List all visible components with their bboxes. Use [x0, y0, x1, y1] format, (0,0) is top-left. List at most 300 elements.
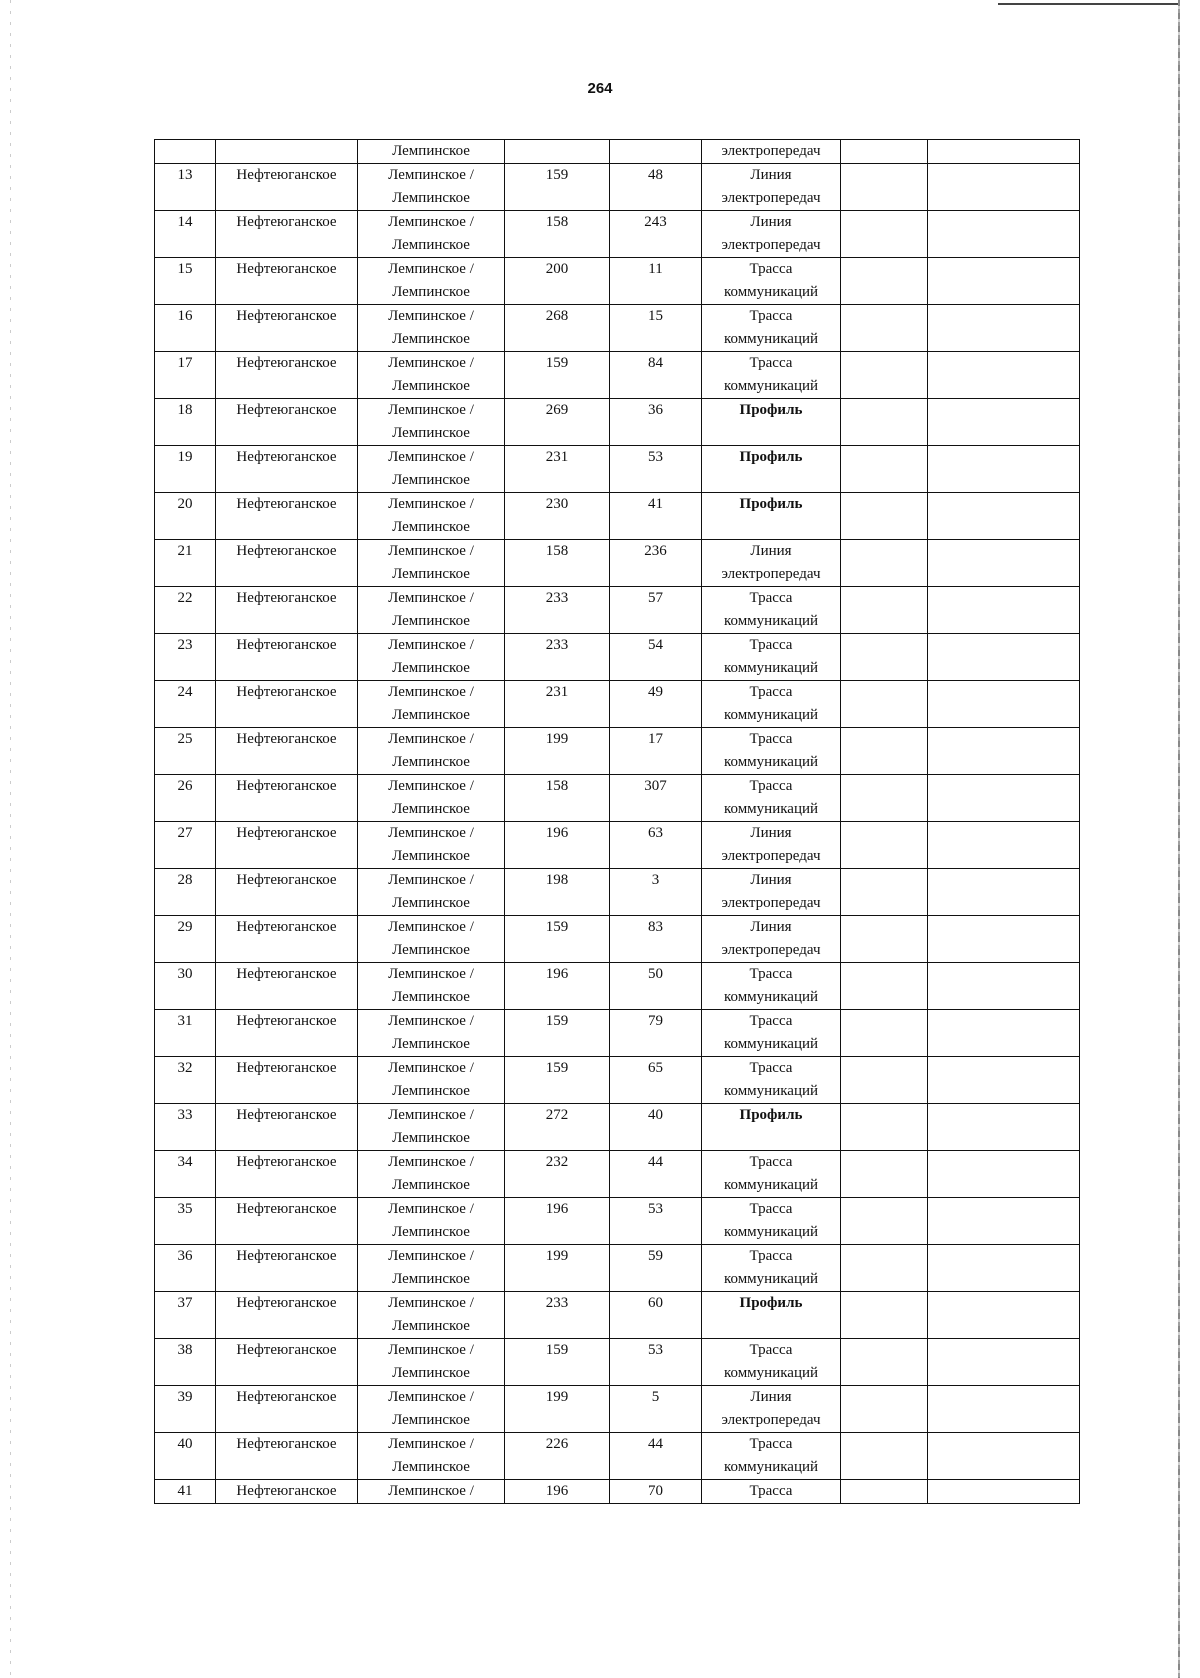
cell-empty — [841, 634, 928, 681]
cell-number: 24 — [155, 681, 216, 728]
cell-empty — [841, 775, 928, 822]
cell-type-line-2 — [704, 469, 838, 492]
cell-area-line-1: Лемпинское / — [388, 1154, 474, 1170]
scan-left-edge — [10, 0, 11, 1678]
cell-area-line-2: Лемпинское — [392, 1365, 470, 1381]
cell-type-line-1: Трасса — [749, 731, 793, 747]
cell-area-line-1: Лемпинское / — [388, 919, 474, 935]
cell-type-line-1: Линия — [750, 919, 792, 935]
cell-empty — [841, 493, 928, 540]
cell-empty — [841, 1010, 928, 1057]
table-row — [155, 164, 1080, 211]
table-row — [155, 963, 1080, 1010]
cell-number: 39 — [155, 1386, 216, 1433]
cell-type-line-2: коммуникаций — [723, 989, 819, 1005]
cell-empty — [841, 211, 928, 258]
cell-type-line-1: Профиль — [739, 1107, 803, 1123]
cell-type-line-2: электропередач — [721, 895, 821, 911]
cell-type-line-1: Трасса — [749, 1201, 793, 1217]
cell-type-line-2: электропередач — [721, 1412, 821, 1428]
cell-area — [358, 1104, 505, 1151]
cell-section: 3 — [610, 869, 702, 916]
cell-empty — [841, 1198, 928, 1245]
cell-area-line-1: Лемпинское / — [388, 590, 474, 606]
cell-area-line-2: Лемпинское — [392, 1083, 470, 1099]
cell-empty — [928, 1104, 1080, 1151]
cell-area — [358, 775, 505, 822]
cell-area-line-2: Лемпинское — [392, 331, 470, 347]
cell-section: 53 — [610, 1198, 702, 1245]
cell-number: 30 — [155, 963, 216, 1010]
table-row — [155, 1198, 1080, 1245]
cell-empty — [928, 1057, 1080, 1104]
cell-section: 15 — [610, 305, 702, 352]
table-body — [155, 140, 1080, 1504]
cell-area-line-1: Лемпинское / — [388, 778, 474, 794]
cell-section: 79 — [610, 1010, 702, 1057]
cell-empty — [928, 540, 1080, 587]
cell-type — [702, 775, 841, 822]
cell-type — [702, 164, 841, 211]
cell-area-line-1: Лемпинское / — [388, 543, 474, 559]
cell-field: Нефтеюганское — [216, 399, 358, 446]
cell-empty — [928, 140, 1080, 164]
cell-area-line-2: Лемпинское — [392, 754, 470, 770]
table-row — [155, 916, 1080, 963]
table-row — [155, 493, 1080, 540]
cell-area — [358, 211, 505, 258]
cell-area-line-1: Лемпинское / — [388, 308, 474, 324]
cell-empty — [841, 1151, 928, 1198]
cell-type — [702, 305, 841, 352]
cell-area — [358, 587, 505, 634]
cell-area — [358, 493, 505, 540]
cell-section: 53 — [610, 1339, 702, 1386]
land-plot-table — [154, 139, 1080, 1504]
cell-type — [702, 728, 841, 775]
cell-quarter: 199 — [505, 728, 610, 775]
cell-type — [702, 1339, 841, 1386]
cell-type-line-1: Профиль — [739, 402, 803, 418]
cell-empty — [841, 258, 928, 305]
cell-empty — [928, 869, 1080, 916]
cell-empty — [928, 1339, 1080, 1386]
cell-type — [702, 1292, 841, 1339]
cell-section: 5 — [610, 1386, 702, 1433]
cell-type-line-2: электропередач — [721, 190, 821, 206]
table-row — [155, 1433, 1080, 1480]
cell-type — [702, 1245, 841, 1292]
cell-number: 23 — [155, 634, 216, 681]
cell-type — [702, 352, 841, 399]
cell-type-line-2: коммуникаций — [723, 1083, 819, 1099]
table-row — [155, 1151, 1080, 1198]
cell-field: Нефтеюганское — [216, 1010, 358, 1057]
cell-type-line-2: коммуникаций — [723, 1271, 819, 1287]
cell-area-line-1: Лемпинское / — [388, 355, 474, 371]
cell-empty — [928, 1480, 1080, 1504]
cell-area-line-2: Лемпинское — [392, 237, 470, 253]
cell-type — [702, 1057, 841, 1104]
cell-empty — [928, 916, 1080, 963]
cell-area-line-2: Лемпинское — [392, 472, 470, 488]
cell-quarter: 198 — [505, 869, 610, 916]
cell-field: Нефтеюганское — [216, 916, 358, 963]
cell-type-line-1: Линия — [750, 214, 792, 230]
cell-quarter: 231 — [505, 446, 610, 493]
cell-area-line-2: Лемпинское — [392, 1224, 470, 1240]
cell-empty — [841, 728, 928, 775]
cell-type-line-2 — [704, 1315, 838, 1338]
cell-quarter: 158 — [505, 211, 610, 258]
cell-quarter: 272 — [505, 1104, 610, 1151]
table-row — [155, 399, 1080, 446]
cell-number: 32 — [155, 1057, 216, 1104]
cell-area-line-1: Лемпинское / — [388, 1013, 474, 1029]
cell-field: Нефтеюганское — [216, 258, 358, 305]
cell-number: 16 — [155, 305, 216, 352]
cell-empty — [928, 258, 1080, 305]
table-row-last — [155, 1480, 1080, 1504]
cell-field: Нефтеюганское — [216, 211, 358, 258]
cell-quarter: 233 — [505, 587, 610, 634]
cell-field: Нефтеюганское — [216, 1480, 358, 1504]
cell-quarter: 199 — [505, 1245, 610, 1292]
cell-type-line-1: Трасса — [749, 684, 793, 700]
cell-area-line-2: Лемпинское — [392, 1177, 470, 1193]
table-row — [155, 1339, 1080, 1386]
cell-quarter: 159 — [505, 916, 610, 963]
cell-type-line-2 — [704, 516, 838, 539]
cell-type-line-2: электропередач — [721, 848, 821, 864]
table-row-continued — [155, 140, 1080, 164]
cell-area-line-2: Лемпинское — [392, 1271, 470, 1287]
cell-empty — [928, 1245, 1080, 1292]
cell-type-line-1: Трасса — [749, 1154, 793, 1170]
cell-empty — [928, 1198, 1080, 1245]
cell-section: 70 — [610, 1480, 702, 1504]
cell-area — [358, 352, 505, 399]
table-row — [155, 634, 1080, 681]
cell-quarter: 199 — [505, 1386, 610, 1433]
cell-type-line-2: электропередач — [721, 566, 821, 582]
cell-quarter: 268 — [505, 305, 610, 352]
cell-quarter: 200 — [505, 258, 610, 305]
table-row — [155, 1292, 1080, 1339]
cell-number: 36 — [155, 1245, 216, 1292]
table-row — [155, 587, 1080, 634]
cell-section: 36 — [610, 399, 702, 446]
cell-area — [358, 1292, 505, 1339]
table-row — [155, 1386, 1080, 1433]
cell-number: 19 — [155, 446, 216, 493]
cell-area — [358, 1010, 505, 1057]
cell-empty — [841, 1339, 928, 1386]
table-row — [155, 1010, 1080, 1057]
cell-quarter: 159 — [505, 352, 610, 399]
cell-area-line-1: Лемпинское / — [388, 1201, 474, 1217]
cell-type-line-2: коммуникаций — [723, 1036, 819, 1052]
cell-number: 18 — [155, 399, 216, 446]
cell-type-line-2: коммуникаций — [723, 378, 819, 394]
cell-type — [702, 1198, 841, 1245]
cell-area-line-1: Лемпинское / — [388, 731, 474, 747]
cell-field: Нефтеюганское — [216, 1245, 358, 1292]
cell-empty — [841, 1386, 928, 1433]
cell-type — [702, 1433, 841, 1480]
cell-section: 236 — [610, 540, 702, 587]
cell-area-line-2: Лемпинское — [392, 378, 470, 394]
cell-empty — [928, 681, 1080, 728]
cell-empty — [841, 1292, 928, 1339]
table-row — [155, 540, 1080, 587]
cell-empty — [841, 681, 928, 728]
cell-empty — [928, 822, 1080, 869]
cell-field: Нефтеюганское — [216, 728, 358, 775]
cell-quarter: 233 — [505, 1292, 610, 1339]
cell-area-line-2: Лемпинское — [392, 190, 470, 206]
cell-type-line-2: коммуникаций — [723, 1459, 819, 1475]
cell-quarter: 158 — [505, 540, 610, 587]
cell-area-line-1: Лемпинское / — [388, 1342, 474, 1358]
cell-field: Нефтеюганское — [216, 446, 358, 493]
cell-number: 27 — [155, 822, 216, 869]
cell-type — [702, 916, 841, 963]
cell-type: электропередач — [702, 140, 841, 164]
cell-type — [702, 540, 841, 587]
cell-type — [702, 1010, 841, 1057]
cell-area-line-1: Лемпинское / — [388, 684, 474, 700]
cell-section: 60 — [610, 1292, 702, 1339]
cell-field: Нефтеюганское — [216, 1104, 358, 1151]
cell-type-line-1: Профиль — [739, 1295, 803, 1311]
cell-area-line-1: Лемпинское / — [388, 825, 474, 841]
cell-empty — [841, 540, 928, 587]
cell-quarter: 232 — [505, 1151, 610, 1198]
cell-area-line-2: Лемпинское — [392, 895, 470, 911]
cell-area-line-1: Лемпинское / — [388, 1389, 474, 1405]
cell-field: Нефтеюганское — [216, 1198, 358, 1245]
cell-section: 50 — [610, 963, 702, 1010]
cell-empty — [841, 822, 928, 869]
cell-type-line-1: Линия — [750, 1389, 792, 1405]
cell-area-line-2: Лемпинское — [392, 1036, 470, 1052]
cell-number: 35 — [155, 1198, 216, 1245]
scan-top-mark — [998, 3, 1178, 5]
cell-field: Нефтеюганское — [216, 869, 358, 916]
cell-empty — [928, 446, 1080, 493]
cell-area-line-2: Лемпинское — [392, 1412, 470, 1428]
cell-number: 37 — [155, 1292, 216, 1339]
cell-type — [702, 258, 841, 305]
cell-type — [702, 1151, 841, 1198]
cell-empty — [928, 728, 1080, 775]
cell-section: 57 — [610, 587, 702, 634]
cell-number: 28 — [155, 869, 216, 916]
cell-empty — [841, 305, 928, 352]
cell-empty — [928, 634, 1080, 681]
cell-area-line-1: Лемпинское / — [388, 167, 474, 183]
cell-section: 49 — [610, 681, 702, 728]
cell-number: 22 — [155, 587, 216, 634]
table-row — [155, 822, 1080, 869]
cell-type-line-2: коммуникаций — [723, 613, 819, 629]
cell-type — [702, 634, 841, 681]
cell-quarter: 196 — [505, 963, 610, 1010]
cell-empty — [928, 493, 1080, 540]
cell-empty — [841, 1480, 928, 1504]
cell-area-line-2: Лемпинское — [392, 519, 470, 535]
cell-field: Нефтеюганское — [216, 540, 358, 587]
cell-number: 29 — [155, 916, 216, 963]
cell-empty — [928, 775, 1080, 822]
cell-number: 33 — [155, 1104, 216, 1151]
cell-section: 40 — [610, 1104, 702, 1151]
cell-section: 83 — [610, 916, 702, 963]
cell-quarter — [505, 140, 610, 164]
cell-field — [216, 140, 358, 164]
cell-field: Нефтеюганское — [216, 164, 358, 211]
cell-number: 20 — [155, 493, 216, 540]
cell-type-line-1: Линия — [750, 543, 792, 559]
cell-type-line-2 — [704, 1127, 838, 1150]
cell-number: 41 — [155, 1480, 216, 1504]
cell-area — [358, 1433, 505, 1480]
cell-type — [702, 493, 841, 540]
cell-number: 15 — [155, 258, 216, 305]
cell-number: 34 — [155, 1151, 216, 1198]
cell-area-line-2: Лемпинское — [392, 942, 470, 958]
cell-type-line-1: Профиль — [739, 496, 803, 512]
cell-field: Нефтеюганское — [216, 1386, 358, 1433]
table-row — [155, 446, 1080, 493]
cell-area-line-1: Лемпинское / — [388, 449, 474, 465]
cell-section: 307 — [610, 775, 702, 822]
table-row — [155, 1104, 1080, 1151]
cell-area — [358, 681, 505, 728]
cell-section: 243 — [610, 211, 702, 258]
cell-type-line-2: коммуникаций — [723, 331, 819, 347]
cell-field: Нефтеюганское — [216, 681, 358, 728]
cell-type-line-1: Профиль — [739, 449, 803, 465]
cell-field: Нефтеюганское — [216, 1433, 358, 1480]
cell-section: 65 — [610, 1057, 702, 1104]
table-row — [155, 258, 1080, 305]
cell-empty — [841, 1104, 928, 1151]
table-row — [155, 775, 1080, 822]
cell-area — [358, 164, 505, 211]
cell-area — [358, 1339, 505, 1386]
table-row — [155, 305, 1080, 352]
cell-type-line-2: коммуникаций — [723, 754, 819, 770]
cell-area: Лемпинское / — [358, 1480, 505, 1504]
cell-type — [702, 822, 841, 869]
cell-empty — [841, 352, 928, 399]
cell-empty — [841, 164, 928, 211]
cell-empty — [928, 164, 1080, 211]
cell-empty — [928, 211, 1080, 258]
cell-area-line-1: Лемпинское / — [388, 1295, 474, 1311]
cell-area-line-2: Лемпинское — [392, 566, 470, 582]
cell-number: 26 — [155, 775, 216, 822]
cell-type-line-2: коммуникаций — [723, 660, 819, 676]
cell-field: Нефтеюганское — [216, 587, 358, 634]
cell-area — [358, 1245, 505, 1292]
page-number: 264 — [587, 80, 613, 97]
cell-type-line-1: Трасса — [749, 1060, 793, 1076]
cell-field: Нефтеюганское — [216, 1057, 358, 1104]
cell-area — [358, 963, 505, 1010]
cell-empty — [928, 305, 1080, 352]
cell-type-line-2 — [704, 422, 838, 445]
table-row — [155, 869, 1080, 916]
cell-area-line-1: Лемпинское / — [388, 872, 474, 888]
cell-area-line-1: Лемпинское / — [388, 966, 474, 982]
cell-area — [358, 446, 505, 493]
cell-area-line-1: Лемпинское / — [388, 1436, 474, 1452]
cell-type-line-1: Трасса — [749, 590, 793, 606]
cell-empty — [928, 1433, 1080, 1480]
cell-type-line-1: Трасса — [749, 1342, 793, 1358]
cell-section: 54 — [610, 634, 702, 681]
cell-area-line-2: Лемпинское — [392, 660, 470, 676]
table-row — [155, 681, 1080, 728]
cell-empty — [841, 1057, 928, 1104]
cell-empty — [841, 140, 928, 164]
cell-area-line-2: Лемпинское — [392, 284, 470, 300]
cell-empty — [841, 869, 928, 916]
cell-type-line-2: коммуникаций — [723, 1365, 819, 1381]
cell-area-line-1: Лемпинское / — [388, 496, 474, 512]
cell-type — [702, 587, 841, 634]
cell-empty — [928, 352, 1080, 399]
cell-quarter: 196 — [505, 1480, 610, 1504]
cell-empty — [928, 399, 1080, 446]
cell-quarter: 269 — [505, 399, 610, 446]
cell-number: 25 — [155, 728, 216, 775]
cell-area-line-1: Лемпинское / — [388, 1248, 474, 1264]
cell-quarter: 159 — [505, 1010, 610, 1057]
cell-type: Трасса — [702, 1480, 841, 1504]
cell-number: 40 — [155, 1433, 216, 1480]
cell-empty — [841, 1245, 928, 1292]
cell-type-line-2: коммуникаций — [723, 1177, 819, 1193]
cell-type — [702, 869, 841, 916]
cell-type-line-2: коммуникаций — [723, 707, 819, 723]
cell-number: 14 — [155, 211, 216, 258]
cell-section — [610, 140, 702, 164]
cell-type-line-1: Линия — [750, 872, 792, 888]
cell-area — [358, 916, 505, 963]
table-row — [155, 211, 1080, 258]
cell-type — [702, 963, 841, 1010]
cell-type-line-2: электропередач — [721, 237, 821, 253]
cell-area-line-1: Лемпинское / — [388, 1060, 474, 1076]
cell-area-line-2: Лемпинское — [392, 707, 470, 723]
cell-empty — [928, 1010, 1080, 1057]
cell-area-line-2: Лемпинское — [392, 801, 470, 817]
cell-area-line-2: Лемпинское — [392, 425, 470, 441]
cell-type-line-1: Линия — [750, 167, 792, 183]
cell-empty — [928, 1386, 1080, 1433]
cell-area-line-1: Лемпинское / — [388, 1107, 474, 1123]
cell-field: Нефтеюганское — [216, 305, 358, 352]
cell-quarter: 159 — [505, 1339, 610, 1386]
cell-type-line-1: Трасса — [749, 1436, 793, 1452]
cell-area — [358, 634, 505, 681]
cell-field: Нефтеюганское — [216, 963, 358, 1010]
cell-type-line-1: Трасса — [749, 261, 793, 277]
